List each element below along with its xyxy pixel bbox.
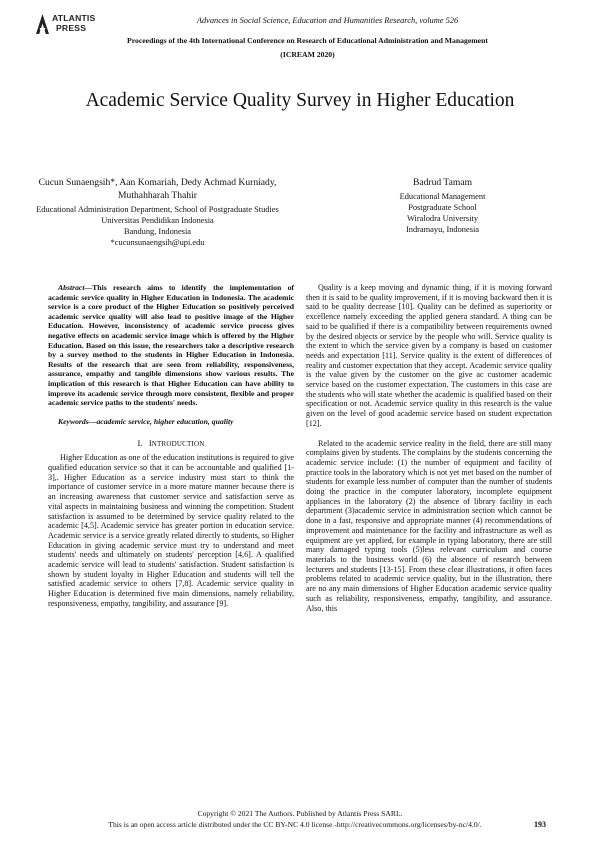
affiliation-line: Postgraduate School bbox=[408, 203, 477, 212]
affiliation-line: Wiralodra University bbox=[406, 214, 479, 223]
left-column bbox=[48, 283, 294, 609]
affiliation-line: Indramayu, Indonesia bbox=[405, 225, 480, 234]
affiliation-line: Educational Management bbox=[399, 192, 486, 201]
keywords-label: Keywords bbox=[58, 416, 89, 426]
keywords bbox=[48, 417, 294, 427]
page-number: 193 bbox=[534, 820, 546, 829]
body-paragraph: Quality is a keep moving and dynamic thing, if it is moving forward then it is said to be quality improvement, if it is moving backward then it is said to be quality decrease [10]. Quality can be defined as superiority or excellence namely exceeding the applied genera standard. A thing can be said to be qualified if there is a compatibility between requirements owned by the desired objects or service by the people who will. Service quality is the extent to which the service given by a company is based on customer needs and expectation [11]. Service quality is the extent of differences of reality and customer expectation that they accept. Academic service quality is the value given by the customer on the give ac customer academic service based on the customer expectation. The customers in this case are the students who will state whether the academic is qualified based on their specification or not. Academic service quality in this research is the value given on the level of good academic service based on student expectation [12]. bbox=[306, 283, 552, 428]
author-names: Cucun Sunaengsih*, Aan Komariah, Dedy Achmad Kurniady, Muthahharah Thahir bbox=[38, 177, 277, 201]
section-number: I. bbox=[137, 438, 143, 449]
keywords-text: —academic service, higher education, quality bbox=[88, 416, 234, 426]
abstract bbox=[48, 283, 294, 408]
affiliation-line: Bandung, Indonesia bbox=[124, 227, 191, 236]
atlantis-logo-icon bbox=[35, 13, 50, 35]
abstract-text: —This research aims to identify the implementation of academic service quality in Higher Education in Indonesia. The academic service is a core product of the Higher Education so positively perceived academic service quality will also lead to positive image of the Higher Education. However, inconsistency of academic service process gives negative effects on academic service image which is offered by the Higher Education. Based on this issue, the researchers take a descriptive research by a survey method to the students in Higher Education in Indonesia. Results of the research that are seen from reliability, responsiveness, assurance, empathy and tangible dimensions show various results. The implication of this research is that Higher Education can have ability to improve its academic service through more consistent, flexible and proper academic service paths to the students' needs. bbox=[48, 283, 294, 408]
author-names: Badrud Tamam bbox=[412, 177, 473, 188]
section-title-rest: NTRODUCTION bbox=[151, 440, 205, 449]
author-email: *cucunsunaengsih@upi.edu bbox=[110, 238, 205, 247]
logo-text-line1: ATLANTIS bbox=[52, 13, 96, 23]
body-paragraph: Related to the academic service reality in the field, there are still many complains given by students. The complains by the students concerning the academic service include: (1) the number of equipment and facility of practice tools in the laboratory which is not yet met based on the number of students for example less number of computer than the number of students doing the practice in the computer laboratory, incomplete equipment appliances in the laboratory (2) the absence of library facility in each department (3)academic service in administration section which cannot be done in a fast, responsive and appropriate manner (4) recommendations of improvement and maintenance for the facility and infrastructure as well as equipment are yet applied, for example in typing laboratory, there are still many damaged typing tools (5)less relevant curriculum and course materials to the business world (6) the absence of research between lecturers and students [13-15]. From these clear illustrations, it often faces problems related to academic service quality, but in the illustration, there are no any main dimensions of Higher Education academic service quality such as reliability, responsiveness, empathy, tangibility, and assurance. Also, this bbox=[306, 438, 552, 613]
author-block-2 bbox=[320, 176, 565, 235]
footer-copyright: Copyright © 2021 The Authors. Published by Atlantis Press SARL. bbox=[197, 809, 403, 818]
affiliation-line: Educational Administration Department, School of Postgraduate Studies bbox=[36, 205, 279, 214]
section-heading-introduction bbox=[48, 438, 294, 449]
section-title-initial: I bbox=[148, 438, 152, 449]
author-affiliation bbox=[30, 204, 285, 248]
logo-text-line2: PRESS bbox=[56, 23, 87, 33]
paper-title: Academic Service Quality Survey in Higher Education bbox=[85, 90, 515, 111]
author-affiliation bbox=[320, 191, 565, 235]
abstract-label: Abstract bbox=[58, 283, 85, 292]
series-title: Advances in Social Science, Education and Humanities Research, volume 526 bbox=[196, 16, 459, 25]
proceedings-title: Proceedings of the 4th International Conference on Research of Educational Administration and Management (ICREAM 2020) bbox=[127, 36, 488, 59]
right-column bbox=[306, 283, 552, 613]
footer-license: This is an open access article distributed under the CC BY-NC 4.0 license -http://creativecommons.org/licenses/by-nc/4.0/. bbox=[108, 820, 482, 829]
affiliation-line: Universitas Pendidikan Indonesia bbox=[101, 216, 214, 225]
author-block-1 bbox=[30, 176, 285, 248]
publisher-logo bbox=[35, 12, 97, 38]
body-paragraph: Higher Education as one of the education institutions is required to give qualified education service so that it can be accountable and qualified [1-3],. Higher Education as a service industry must start to think the importance of customer service in a more mature manner because there is an increasing awareness that customer service and satisfaction serve as vital aspects in maintaining business and winning the competition. Student satisfaction is assumed to be determined by service quality related to the academic [4,5]. Academic service has greater portion in education service. Academic service is a service greatly related directly to students, so Higher Education in giving academic service must try to understand and meet students' needs and ultimately on students' perception [4,6]. A qualified academic service will lead to students' satisfaction. Student satisfaction is shown by student loyalty in Higher Education and students will tell the satisfied academic service to others [7,8]. Academic service quality in Higher Education is determined five main dimensions, namely reliability, responsiveness, empathy, tangibility, and assurance [9]. bbox=[48, 453, 294, 608]
